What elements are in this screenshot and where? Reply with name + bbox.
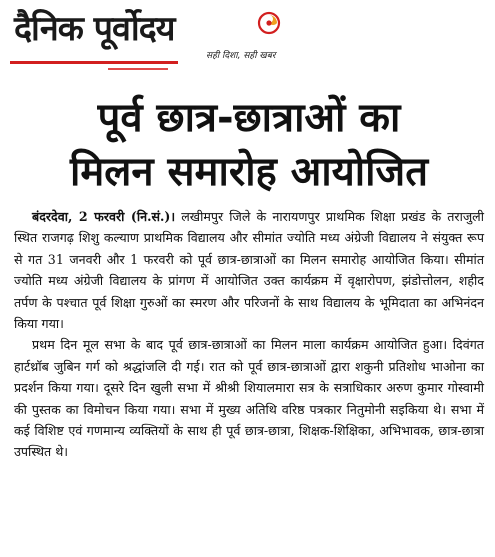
masthead-red-rule <box>10 61 178 64</box>
headline-line-2: मिलन समारोह आयोजित <box>69 149 428 195</box>
article-paragraph-2: प्रथम दिन मूल सभा के बाद पूर्व छात्र-छात्राओं का मिलन माला कार्यक्रम आयोजित हुआ। दिवंगत हार्टथ्रॉब जुबिन गर्ग को श्रद्धांजलि दी गई। रात को पूर्व छात्र-छात्राओं द्वारा शकुनी प्रतिशोध भाओना का प्रदर्शन किया गया। दूसरे दिन खुली सभा में श्रीश्री शियालमारा सत्र के सत्राधिकार अरुण कुमार गोस्वामी की पुस्तक का विमोचन किया गया। सभा में मुख्य अतिथि वरिष्ठ पत्रकार नितुमोनी सइकिया थे। सभा में कई विशिष्ट एवं गणमान्य व्यक्तियों के साथ ही पूर्व छात्र-छात्रा, शिक्षक-शिक्षिका, अभिभावक, छात्र-छात्रा उपस्थित थे। <box>14 337 484 460</box>
masthead <box>10 4 300 76</box>
headline-line-1: पूर्व छात्र-छात्राओं का <box>97 95 401 141</box>
article-body <box>14 206 484 463</box>
newspaper-name: दैनिक पूर्वोदय <box>14 9 175 49</box>
sun-swirl-logo <box>256 10 282 36</box>
paragraph-1-text: लखीमपुर जिले के नारायणपुर प्राथमिक शिक्षा प्रखंड के तराजुली स्थित राजगढ़ शिशु कल्याण प्राथमिक विद्यालय और सीमांत ज्योति मध्य अंग्रेजी विद्यालय ने संयुक्त रूप से गत 31 जनवरी और 1 फरवरी को पूर्व छात्र-छात्राओं का मिलन समारोह आयोजित किया। सीमांत ज्योति मध्य अंग्रेजी विद्यालय के प्रांगण में आयोजित उक्त कार्यक्रम में वृक्षारोपण, झंडोत्तोलन, शहीद तर्पण के पश्चात पूर्व शिक्षा गुरुओं का स्मरण और परिजनों के साथ विद्यालय के भूमिदाता का अभिनंदन किया गया। <box>14 209 484 332</box>
dateline: बंदरदेवा, 2 फरवरी (नि.सं.)। <box>32 209 176 224</box>
article-paragraph-1 <box>14 206 484 334</box>
tagline: सही दिशा, सही खबर <box>206 51 276 61</box>
masthead-red-rule-secondary <box>108 68 168 70</box>
